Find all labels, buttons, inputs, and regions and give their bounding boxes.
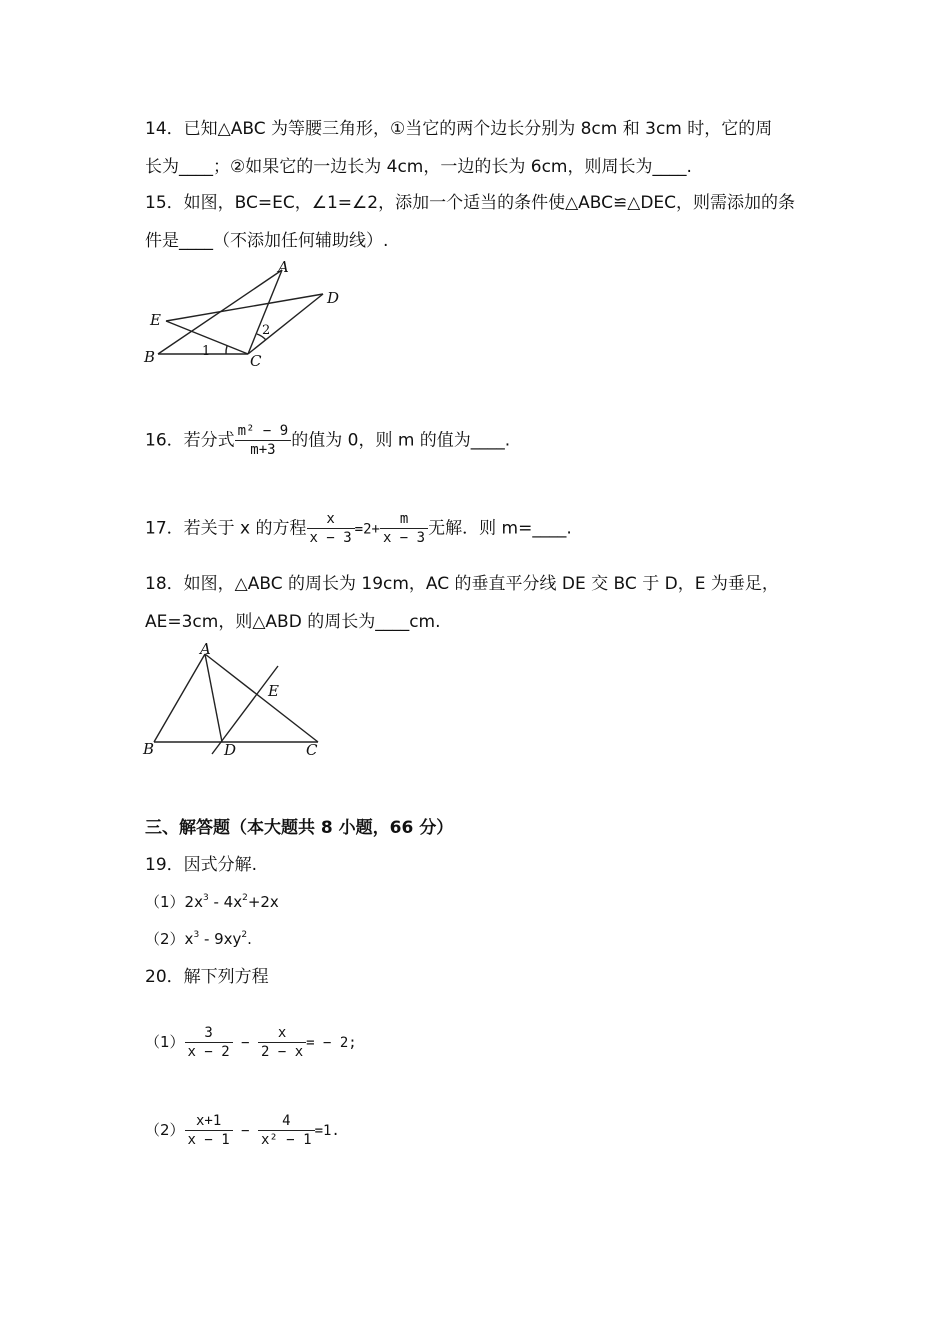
q17 [145, 510, 572, 547]
q20-part2 [145, 1112, 340, 1149]
q19-p2-a: x [184, 930, 194, 948]
q15-seg-DC [248, 294, 323, 354]
q19-p2-sup1: 3 [193, 930, 200, 940]
q20-part1 [145, 1024, 357, 1061]
q20-p1-f2-numerator: x [258, 1024, 306, 1043]
q16-numerator: m² − 9 [235, 422, 292, 441]
q20-p2-fraction-1 [185, 1112, 233, 1149]
q15-label-angle1: 1 [202, 344, 211, 359]
q20-p1-fraction-1 [185, 1024, 233, 1061]
q18-label-E: E [268, 682, 279, 700]
q20-p2-label: （2） [145, 1121, 185, 1139]
q19-p2-c: . [247, 930, 252, 948]
q20-p1-f1-denominator: x − 2 [187, 1044, 230, 1060]
q19-p1-b: - 4x [208, 893, 243, 911]
q15-angle1-arc [226, 346, 227, 354]
q15-label-E: E [150, 311, 161, 329]
q15-seg-AC [248, 270, 282, 354]
q19-part2 [145, 927, 252, 951]
q15-line2: 件是____（不添加任何辅助线）. [145, 231, 389, 251]
q17-text-after: 无解．则 m=____. [428, 518, 572, 539]
q14-line1: 14．已知△ABC 为等腰三角形，①当它的两个边长分别为 8cm 和 3cm 时，它的周 [145, 119, 773, 139]
q18-line1: 18．如图，△ABC 的周长为 19cm，AC 的垂直平分线 DE 交 BC 于 D，E 为垂足， [145, 574, 779, 594]
q20-p1-label: （1） [145, 1033, 185, 1051]
q19-part1 [145, 890, 279, 914]
q16-fraction [235, 422, 292, 459]
q16 [145, 422, 510, 459]
q20-p2-f2-numerator: 4 [258, 1112, 315, 1131]
q20-p2-f1-numerator: x+1 [185, 1112, 233, 1131]
q17-f1-numerator: x [307, 510, 355, 529]
q14-line2: 长为____；②如果它的一边长为 4cm，一边的长为 6cm，则周长为____. [145, 157, 692, 177]
q20-p1-f1-numerator: 3 [185, 1024, 233, 1043]
q19-p1-sup2: 2 [242, 893, 248, 903]
q19-p1-a: 2x [184, 893, 203, 911]
q15-label-angle2: 2 [262, 323, 271, 338]
q20-title: 20．解下列方程 [145, 967, 269, 987]
q18-figure [140, 640, 340, 762]
q18-label-C: C [306, 741, 318, 759]
q18-label-D: D [224, 741, 237, 759]
q15-label-D: D [327, 289, 340, 307]
q20-p2-f1-denominator: x − 1 [187, 1132, 230, 1148]
q16-text-before: 16．若分式 [145, 430, 235, 451]
q19-p1-label: （1） [145, 893, 185, 911]
q17-f2-numerator: m [380, 510, 428, 529]
q15-label-C: C [250, 352, 262, 368]
q16-text-after: 的值为 0，则 m 的值为____. [291, 430, 511, 451]
q18-label-A: A [200, 640, 211, 658]
q17-fraction-1 [307, 510, 355, 547]
q15-seg-ED [166, 294, 323, 321]
q15-figure [140, 258, 345, 368]
q20-p2-op: − [232, 1123, 258, 1139]
q19-p2-sup2: 2 [241, 930, 248, 940]
q19-p2-b: - 9xy [199, 930, 242, 948]
q20-p2-fraction-2 [258, 1112, 315, 1149]
q18-line2: AE=3cm，则△ABD 的周长为____cm. [145, 612, 441, 632]
q19-p1-c: +2x [247, 893, 279, 911]
q15-line1: 15．如图，BC=EC，∠1=∠2，添加一个适当的条件使△ABC≌△DEC，则需添加的条 [145, 193, 796, 213]
q18-seg-AC [205, 654, 318, 742]
q18-seg-AB [154, 654, 205, 742]
section3-title: 三、解答题（本大题共 8 小题，66 分） [145, 818, 454, 838]
q17-f2-denominator: x − 3 [382, 530, 426, 546]
q20-p2-f2-denominator: x² − 1 [261, 1132, 312, 1148]
q19-title: 19．因式分解. [145, 855, 258, 875]
q20-p1-rhs: = − 2; [306, 1035, 357, 1051]
q18-label-B: B [143, 740, 155, 758]
q17-fraction-2 [380, 510, 428, 547]
q19-p1-sup1: 3 [202, 893, 209, 903]
q18-seg-DE [212, 666, 278, 754]
q20-p1-op: − [232, 1035, 258, 1051]
q20-p1-f2-denominator: 2 − x [261, 1044, 304, 1060]
q17-text-before: 17．若关于 x 的方程 [145, 518, 307, 539]
q18-seg-AD [205, 654, 222, 742]
q19-p2-label: （2） [145, 930, 185, 948]
q15-label-B: B [144, 348, 156, 366]
q15-label-A: A [278, 258, 289, 276]
q17-f1-denominator: x − 3 [309, 530, 352, 546]
q20-p1-fraction-2 [258, 1024, 306, 1061]
q20-p2-rhs: =1. [314, 1123, 340, 1139]
q16-denominator: m+3 [250, 442, 276, 458]
q17-mid: =2+ [354, 521, 380, 538]
